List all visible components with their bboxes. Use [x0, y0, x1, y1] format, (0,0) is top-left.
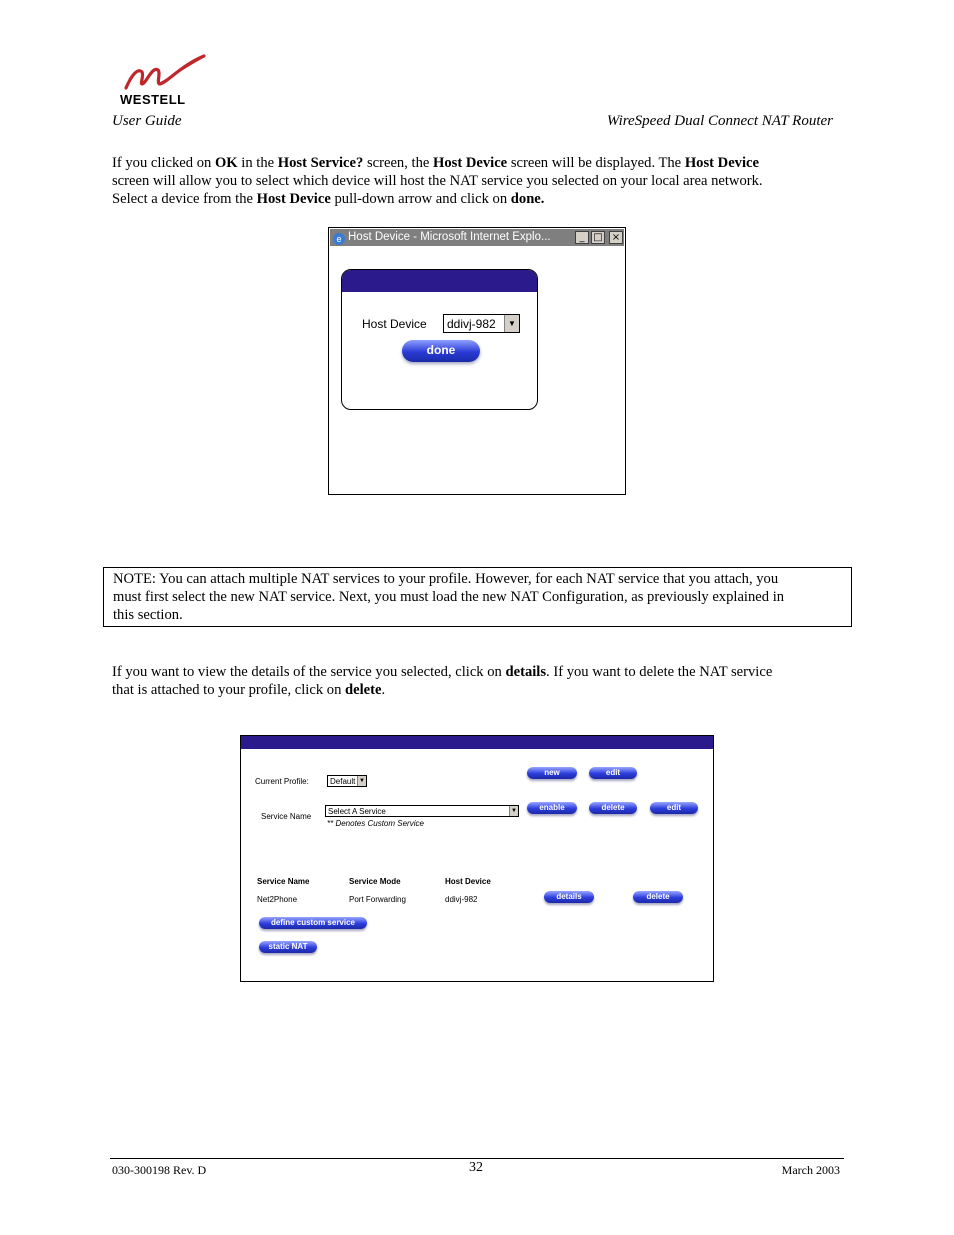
- details-button[interactable]: details: [544, 891, 594, 903]
- host-device-window: [328, 227, 626, 495]
- chevron-down-icon[interactable]: ▼: [509, 806, 518, 816]
- note-box: [103, 567, 852, 627]
- window-title: Host Device - Microsoft Internet Explo...: [348, 231, 551, 243]
- current-profile-label: Current Profile:: [255, 777, 309, 786]
- row-host-device: ddivj-982: [445, 895, 478, 904]
- page-number: 32: [469, 1160, 483, 1175]
- custom-service-note: ** Denotes Custom Service: [327, 819, 424, 828]
- current-profile-select[interactable]: [327, 775, 367, 787]
- static-nat-button[interactable]: static NAT: [259, 941, 317, 953]
- new-profile-button[interactable]: new: [527, 767, 577, 779]
- row-service-name: Net2Phone: [257, 895, 298, 904]
- ie-icon: e: [333, 233, 345, 245]
- maximize-button[interactable]: □: [591, 231, 605, 244]
- details-line-1: If you want to view the details of the service you selected, click on details. If you want to delete the NAT service: [112, 664, 773, 680]
- host-device-label: Host Device: [362, 317, 427, 331]
- row-service-mode: Port Forwarding: [349, 895, 406, 904]
- delete-service-button[interactable]: delete: [589, 802, 637, 814]
- current-profile-value: Default: [330, 777, 356, 786]
- enable-service-button[interactable]: enable: [527, 802, 577, 814]
- intro-line-2: screen will allow you to select which device will host the NAT service you selected on your local area network.: [112, 173, 763, 189]
- intro-line-3: Select a device from the Host Device pull-down arrow and click on done.: [112, 191, 545, 207]
- host-device-panel: [341, 269, 538, 410]
- delete-row-button[interactable]: delete: [633, 891, 683, 903]
- details-line-2: that is attached to your profile, click on delete.: [112, 682, 386, 698]
- minimize-button[interactable]: _: [575, 231, 589, 244]
- column-header-service-name: Service Name: [257, 877, 310, 886]
- panel-header-bar: [342, 270, 537, 292]
- chevron-down-icon[interactable]: ▼: [357, 776, 366, 786]
- footer-rule: [110, 1158, 844, 1159]
- edit-service-button[interactable]: edit: [650, 802, 698, 814]
- column-header-service-mode: Service Mode: [349, 877, 401, 886]
- column-header-host-device: Host Device: [445, 877, 491, 886]
- service-name-label: Service Name: [261, 812, 312, 821]
- footer-left: 030-300198 Rev. D: [112, 1163, 207, 1177]
- intro-line-1: If you clicked on OK in the Host Service? screen, the Host Device screen will be displayed. The Host Device: [112, 155, 759, 171]
- details-paragraph: [112, 663, 842, 699]
- service-select-value: Select A Service: [328, 807, 386, 816]
- header-left: User Guide: [112, 113, 182, 129]
- note-line-3: this section.: [113, 607, 183, 623]
- host-device-selected: ddivj-982: [447, 317, 496, 331]
- nat-header-bar: [241, 736, 713, 749]
- service-select[interactable]: [325, 805, 519, 817]
- define-custom-service-button[interactable]: define custom service: [259, 917, 367, 929]
- chevron-down-icon[interactable]: ▼: [504, 315, 519, 332]
- footer-right: March 2003: [781, 1163, 840, 1177]
- intro-paragraph: [112, 154, 842, 208]
- edit-profile-button[interactable]: edit: [589, 767, 637, 779]
- westell-logo: [118, 54, 208, 106]
- note-line-2: must first select the new NAT service. Next, you must load the new NAT Configuration, as previously explained in: [113, 589, 785, 605]
- nat-services-screen: [240, 735, 714, 982]
- host-device-select[interactable]: [443, 314, 520, 333]
- westell-swoosh-icon: [118, 54, 208, 94]
- header-right: WireSpeed Dual Connect NAT Router: [606, 113, 833, 129]
- brand-name: WESTELL: [120, 92, 186, 107]
- done-button[interactable]: done: [402, 340, 480, 362]
- note-line-1: NOTE: You can attach multiple NAT services to your profile. However, for each NAT service that you attach, you: [113, 571, 779, 587]
- close-button[interactable]: ×: [609, 231, 623, 244]
